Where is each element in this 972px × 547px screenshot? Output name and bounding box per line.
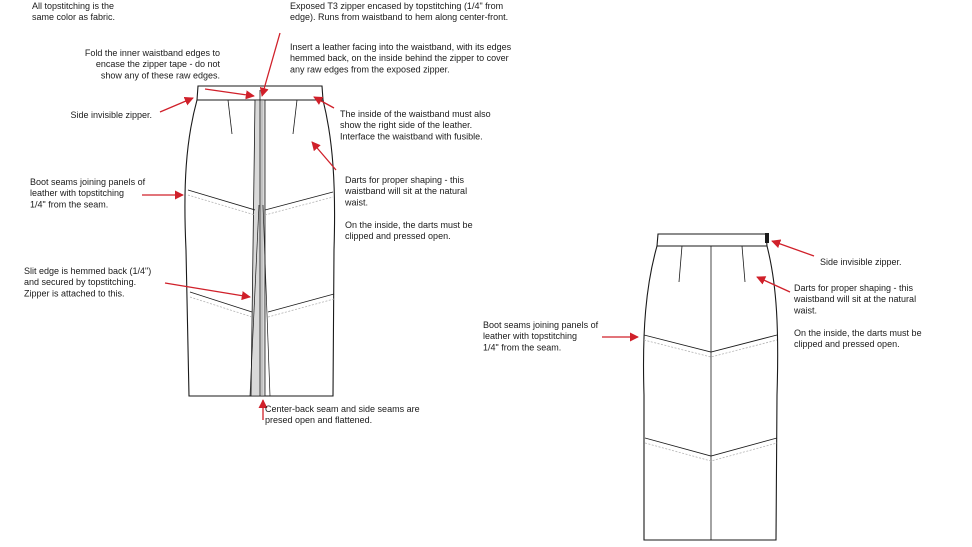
- note-line: waistband will sit at the natural: [794, 294, 917, 305]
- note-line: same color as fabric.: [32, 12, 116, 23]
- note-line: Darts for proper shaping - this: [794, 283, 914, 293]
- note-line: waist.: [794, 305, 818, 316]
- note-line: Zipper is attached to this.: [24, 288, 125, 299]
- arrow-side-zipper-front: [160, 98, 193, 112]
- note-side-zipper-back: [820, 257, 902, 267]
- note-fold-waistband: [85, 48, 221, 80]
- note-exposed-zipper: [290, 1, 508, 22]
- note-line: Side invisible zipper.: [820, 257, 902, 267]
- front-skirt: [185, 86, 335, 396]
- note-line: any raw edges from the exposed zipper.: [290, 64, 450, 75]
- note-line: encase the zipper tape - do not: [95, 59, 220, 70]
- back-skirt: [644, 233, 778, 540]
- note-line: Exposed T3 zipper encased by topstitching (1/4" from: [290, 1, 504, 11]
- note-line: leather with topstitching: [483, 331, 578, 342]
- note-line: On the inside, the darts must be: [794, 327, 922, 338]
- note-line: All topstitching is the: [32, 1, 115, 11]
- note-line: and secured by topstitching.: [24, 277, 137, 288]
- note-darts-front: [344, 175, 473, 241]
- note-inside-waistband: [340, 109, 491, 141]
- note-line: Boot seams joining panels of: [30, 177, 146, 187]
- note-center-back: [265, 404, 420, 425]
- note-line: waist.: [345, 197, 369, 208]
- note-line: Darts for proper shaping - this: [345, 175, 465, 185]
- note-line: edge). Runs from waistband to hem along center-front.: [290, 12, 509, 23]
- note-line: show any of these raw edges.: [100, 70, 220, 81]
- note-line: Center-back seam and side seams are: [265, 404, 420, 414]
- note-line: On the inside, the darts must be: [345, 219, 473, 230]
- note-line: Side invisible zipper.: [70, 110, 152, 120]
- note-line: show the right side of the leather.: [340, 120, 473, 131]
- note-line: Boot seams joining panels of: [483, 320, 599, 330]
- note-line: clipped and pressed open.: [345, 231, 451, 241]
- note-slit-edge: [24, 266, 151, 298]
- note-line: 1/4" from the seam.: [483, 342, 562, 353]
- note-topstitch-color: [32, 1, 115, 22]
- note-darts-back: [793, 283, 922, 349]
- note-line: Interface the waistband with fusible.: [340, 131, 483, 142]
- note-boot-seams-front: [30, 177, 146, 209]
- note-line: Slit edge is hemmed back (1/4"): [24, 266, 152, 276]
- note-line: presed open and flattened.: [265, 415, 373, 426]
- back-zipper-tab: [765, 233, 769, 243]
- note-side-zipper-front: [70, 110, 152, 120]
- note-leather-facing: [290, 42, 512, 74]
- note-line: waistband will sit at the natural: [345, 186, 468, 197]
- note-line: Fold the inner waistband edges to: [84, 48, 220, 58]
- note-line: leather with topstitching: [30, 188, 125, 199]
- note-line: The inside of the waistband must also: [340, 109, 491, 119]
- note-boot-seams-back: [483, 320, 599, 352]
- back-waistband: [657, 234, 767, 246]
- note-line: 1/4" from the seam.: [30, 199, 109, 210]
- note-line: Insert a leather facing into the waistband, with its edges: [290, 42, 512, 52]
- note-line: clipped and pressed open.: [794, 339, 900, 349]
- arrow-side-zipper-back: [772, 241, 814, 256]
- note-line: hemmed back, on the inside behind the zipper to cover: [290, 53, 509, 64]
